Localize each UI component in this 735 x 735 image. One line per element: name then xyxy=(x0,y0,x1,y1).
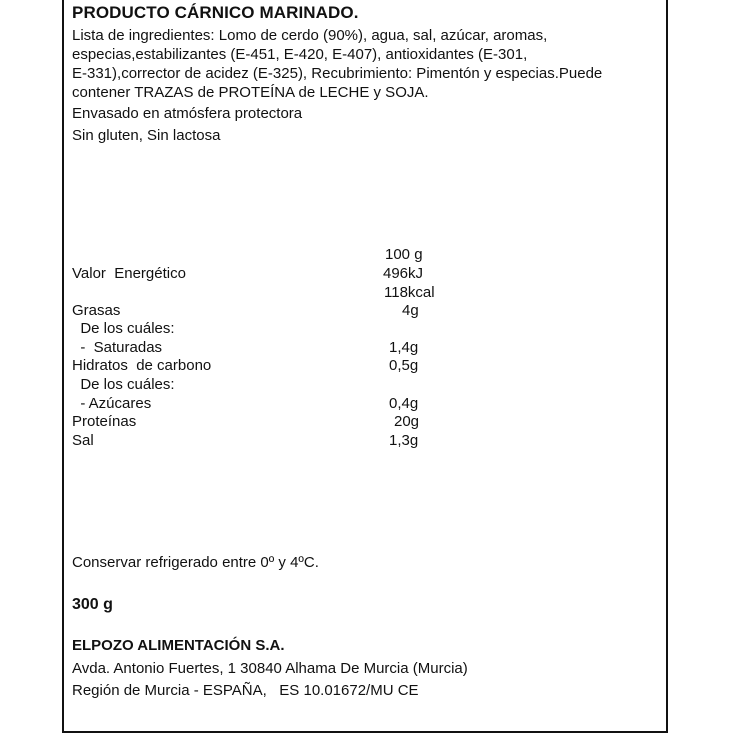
packaging-text: Envasado en atmósfera protectora xyxy=(72,105,303,122)
nutrition-per-label: 100 g xyxy=(385,246,423,263)
nutrition-row-label: Hidratos de carbono xyxy=(72,357,212,374)
nutrition-row-value: 0,4g xyxy=(389,395,419,412)
ingredients-line-1: Lista de ingredientes: Lomo de cerdo (90%), agua, sal, azúcar, aromas, xyxy=(72,27,548,44)
nutrition-row-value: 496kJ xyxy=(383,265,424,282)
ingredients-line-4: contener TRAZAS de PROTEÍNA de LECHE y SOJA. xyxy=(72,84,429,101)
product-title: PRODUCTO CÁRNICO MARINADO. xyxy=(72,3,359,22)
company-region: Región de Murcia - ESPAÑA, ES 10.01672/MU CE xyxy=(72,682,419,699)
nutrition-row-label: - Saturadas xyxy=(72,339,163,356)
nutrition-row-label: De los cuáles: xyxy=(72,320,175,337)
nutrition-row-value: 4g xyxy=(402,302,419,319)
ingredients-line-3: E-331),corrector de acidez (E-325), Recubrimiento: Pimentón y especias.Puede xyxy=(72,65,603,82)
nutrition-row-value: 1,3g xyxy=(389,432,419,449)
nutrition-row-value: 1,4g xyxy=(389,339,419,356)
nutrition-row-value: 118kcal xyxy=(384,284,435,301)
nutrition-row-value: 20g xyxy=(394,413,420,430)
net-weight: 300 g xyxy=(72,596,113,613)
nutrition-row-label: Proteínas xyxy=(72,413,137,430)
allergens-text: Sin gluten, Sin lactosa xyxy=(72,127,221,144)
company-address: Avda. Antonio Fuertes, 1 30840 Alhama De Murcia (Murcia) xyxy=(72,660,468,677)
nutrition-row-label: - Azúcares xyxy=(72,395,152,412)
company-name: ELPOZO ALIMENTACIÓN S.A. xyxy=(72,637,285,654)
nutrition-row-value: 0,5g xyxy=(389,357,419,374)
storage-text: Conservar refrigerado entre 0º y 4ºC. xyxy=(72,554,319,571)
nutrition-row-label: De los cuáles: xyxy=(72,376,175,393)
nutrition-row-label: Valor Energético xyxy=(72,265,186,282)
nutrition-row-label: Sal xyxy=(72,432,94,449)
nutrition-row-label: Grasas xyxy=(72,302,121,319)
ingredients-line-2: especias,estabilizantes (E-451, E-420, E-407), antioxidantes (E-301, xyxy=(72,46,528,63)
